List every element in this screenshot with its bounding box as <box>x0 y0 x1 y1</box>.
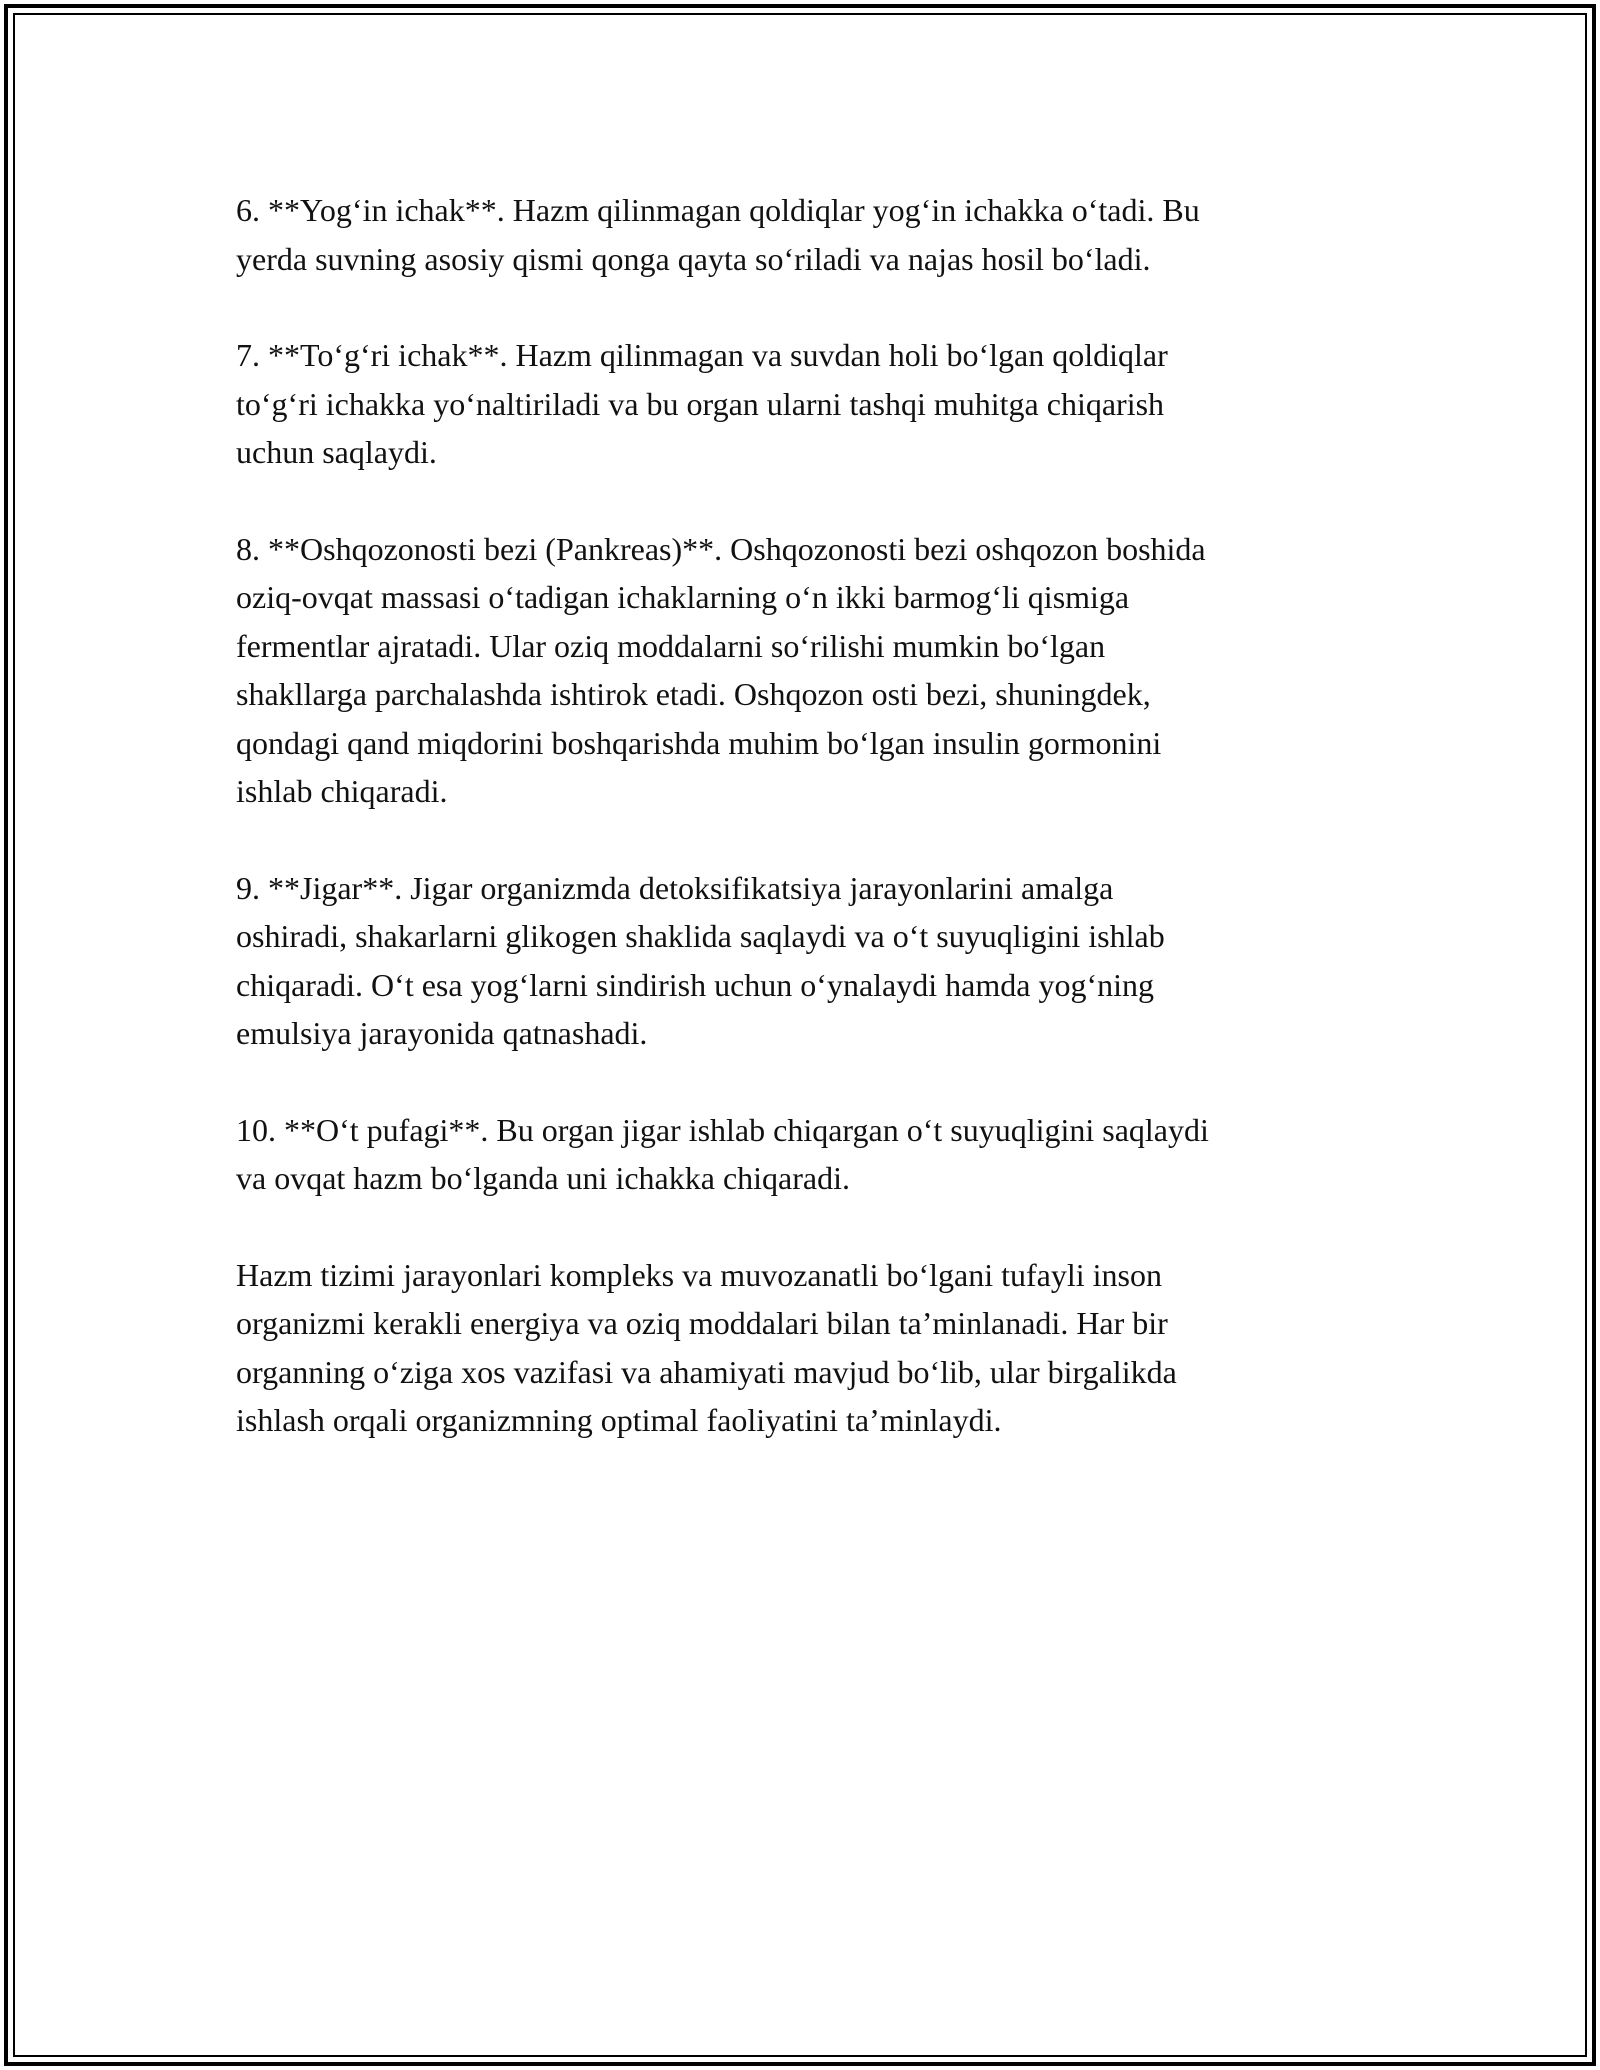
paragraph-conclusion <box>236 1251 1366 1445</box>
text-line: Hazm tizimi jarayonlari kompleks va muvozanatli bo‘lgani tufayli inson <box>236 1256 1162 1293</box>
paragraph-togri-ichak <box>236 331 1366 477</box>
text-line: 6. **Yog‘in ichak**. Hazm qilinmagan qoldiqlar yog‘in ichakka o‘tadi. Bu <box>236 192 1200 228</box>
text-line: qondagi qand miqdorini boshqarishda muhim bo‘lgan insulin gormonini <box>236 724 1162 761</box>
paragraph-ot-pufagi <box>236 1106 1366 1203</box>
text-line: 8. **Oshqozonosti bezi (Pankreas)**. Oshqozonosti bezi oshqozon boshida <box>236 530 1206 567</box>
text-line: organning o‘ziga xos vazifasi va ahamiyati mavjud bo‘lib, ular birgalikda <box>236 1353 1177 1390</box>
document-body <box>236 186 1366 1493</box>
paragraph-jigar <box>236 864 1366 1058</box>
text-line: uchun saqlaydi. <box>236 434 437 470</box>
text-line: fermentlar ajratadi. Ular oziq moddalarni so‘rilishi mumkin bo‘lgan <box>236 627 1106 664</box>
text-line: va ovqat hazm bo‘lganda uni ichakka chiqaradi. <box>236 1160 850 1196</box>
text-line: ishlash orqali organizmning optimal faoliyatini ta’minlaydi. <box>236 1402 1002 1438</box>
paragraph-yogin-ichak <box>236 186 1366 283</box>
text-line: organizmi kerakli energiya va oziq moddalari bilan ta’minlanadi. Har bir <box>236 1305 1168 1341</box>
text-line: 10. **O‘t pufagi**. Bu organ jigar ishlab chiqargan o‘t suyuqligini saqlaydi <box>236 1111 1209 1148</box>
text-line: 7. **To‘g‘ri ichak**. Hazm qilinmagan va suvdan holi bo‘lgan qoldiqlar <box>236 337 1168 373</box>
text-line: oshiradi, shakarlarni glikogen shaklida saqlaydi va o‘t suyuqligini ishlab <box>236 918 1165 954</box>
text-line: emulsiya jarayonida qatnashadi. <box>236 1015 648 1051</box>
text-line: to‘g‘ri ichakka yo‘naltiriladi va bu organ ularni tashqi muhitga chiqarish <box>236 385 1165 422</box>
text-line: chiqaradi. O‘t esa yog‘larni sindirish uchun o‘ynalaydi hamda yog‘ning <box>236 966 1154 1003</box>
text-line: 9. **Jigar**. Jigar organizmda detoksifikatsiya jarayonlarini amalga <box>236 869 1114 906</box>
text-line: ishlab chiqaradi. <box>236 773 448 809</box>
text-line: oziq-ovqat massasi o‘tadigan ichaklarning o‘n ikki barmog‘li qismiga <box>236 579 1130 615</box>
text-line: shakllarga parchalashda ishtirok etadi. Oshqozon osti bezi, shuningdek, <box>236 676 1151 712</box>
paragraph-oshqozonosti-bezi <box>236 525 1366 816</box>
text-line: yerda suvning asosiy qismi qonga qayta so‘riladi va najas hosil bo‘ladi. <box>236 240 1151 277</box>
